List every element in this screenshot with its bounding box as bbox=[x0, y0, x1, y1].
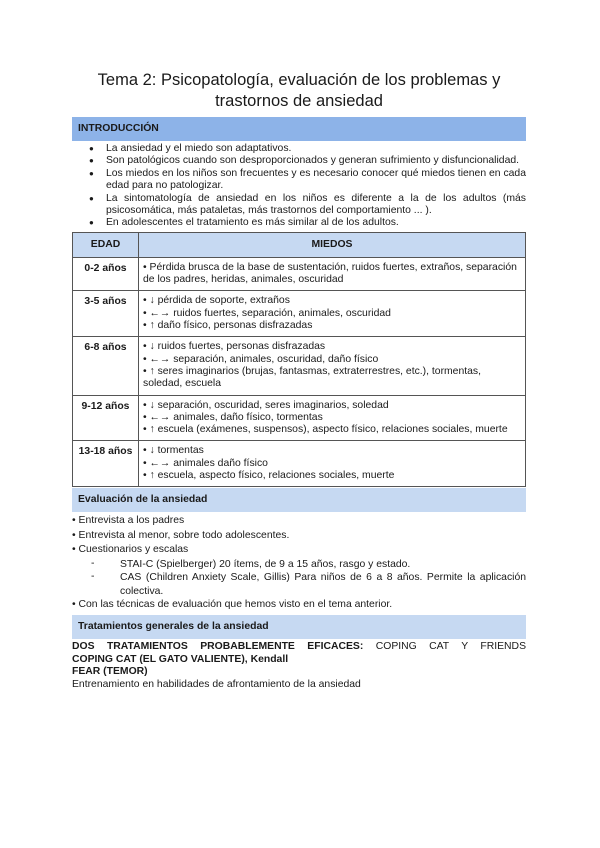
fears-cell bbox=[139, 441, 526, 487]
fears-cell bbox=[139, 291, 526, 337]
table-row bbox=[73, 291, 526, 337]
sub-list-item bbox=[72, 571, 526, 598]
fear-line: • ↑ seres imaginarios (brujas, fantasmas, extraterrestres, etc.), tormentas, soledad, escuela bbox=[143, 365, 481, 390]
treatments-block bbox=[72, 641, 526, 692]
dash-marker: - bbox=[91, 558, 95, 570]
age-cell: 9-12 años bbox=[73, 395, 139, 441]
fear-line: • ←→ ruidos fuertes, separación, animales, oscuridad bbox=[143, 307, 391, 319]
fear-line: • ↑ escuela, aspecto físico, relaciones sociales, muerte bbox=[143, 470, 395, 481]
list-item: ● La sintomatología de ansiedad en los niños es diferente a la de los adultos (más psicosomática, más pataletas, más trastornos del comportamiento ... ). bbox=[72, 193, 526, 218]
fear-line: • ←→ separación, animales, oscuridad, daño físico bbox=[143, 353, 379, 365]
table-row bbox=[73, 337, 526, 395]
treatments-heading: Tratamientos generales de la ansiedad bbox=[72, 615, 526, 639]
evaluation-heading: Evaluación de la ansiedad bbox=[72, 488, 526, 512]
list-item: • Con las técnicas de evaluación que hemos visto en el tema anterior. bbox=[72, 599, 393, 611]
table-row bbox=[73, 441, 526, 487]
list-item: ● La ansiedad y el miedo son adaptativos. bbox=[72, 143, 526, 155]
intro-heading: INTRODUCCIÓN bbox=[72, 117, 526, 141]
fear-line: • ↓ ruidos fuertes, personas disfrazadas bbox=[143, 341, 326, 353]
fear-line: • ↑ daño físico, personas disfrazadas bbox=[143, 320, 313, 332]
table-row bbox=[73, 257, 526, 291]
sub-item-text: CAS (Children Anxiety Scale, Gillis) Para niños de 6 a 8 años. Permite la aplicación colectiva. bbox=[120, 572, 526, 597]
fears-cell bbox=[139, 257, 526, 291]
list-item: • Entrevista a los padres bbox=[72, 515, 185, 527]
treatment-description: Entrenamiento en habilidades de afrontamiento de la ansiedad bbox=[72, 679, 361, 691]
age-cell: 3-5 años bbox=[73, 291, 139, 337]
fear-line: • ←→ animales daño físico bbox=[143, 457, 268, 469]
age-cell: 0-2 años bbox=[73, 257, 139, 291]
coping-cat-line: COPING CAT (EL GATO VALIENTE), Kendall bbox=[72, 653, 289, 665]
page-title: Tema 2: Psicopatología, evaluación de los problemas y trastornos de ansiedad bbox=[97, 71, 501, 110]
fears-cell bbox=[139, 395, 526, 441]
document-page bbox=[72, 70, 526, 692]
list-item: ● En adolescentes el tratamiento es más similar al de los adultos. bbox=[72, 217, 526, 229]
treatments-summary-rest: COPING CAT Y FRIENDS bbox=[363, 640, 526, 652]
list-item: ● Los miedos en los niños son frecuentes y es necesario conocer qué miedos tienen en cada edad para no patologizar. bbox=[72, 168, 526, 193]
intro-bullet-list bbox=[72, 143, 526, 230]
sub-list-item bbox=[72, 558, 526, 571]
list-item: • Cuestionarios y escalas bbox=[72, 544, 189, 556]
fear-line-heading: FEAR (TEMOR) bbox=[72, 666, 148, 678]
fears-by-age-table bbox=[72, 232, 526, 487]
column-header-fears: MIEDOS bbox=[139, 232, 526, 257]
fear-line: • ↓ separación, oscuridad, seres imaginarios, soledad bbox=[143, 399, 389, 411]
column-header-age: EDAD bbox=[73, 232, 139, 257]
treatments-summary-bold: DOS TRATAMIENTOS PROBABLEMENTE EFICACES: bbox=[72, 640, 364, 652]
age-cell: 6-8 años bbox=[73, 337, 139, 395]
dash-marker: - bbox=[91, 571, 95, 583]
fear-line: • ←→ animales, daño físico, tormentas bbox=[143, 411, 323, 423]
treatments-summary-line bbox=[72, 641, 526, 654]
evaluation-list bbox=[72, 514, 526, 613]
list-item: ● Son patológicos cuando son desproporcionados y generan sufrimiento y disfuncionalidad. bbox=[72, 155, 526, 167]
age-cell: 13-18 años bbox=[73, 441, 139, 487]
list-item: • Entrevista al menor, sobre todo adolescentes. bbox=[72, 529, 290, 541]
fears-cell bbox=[139, 337, 526, 395]
fear-line: • Pérdida brusca de la base de sustentación, ruidos fuertes, extraños, separación de los padres, heridas, animales, oscuridad bbox=[143, 261, 517, 286]
table-header-row bbox=[73, 232, 526, 257]
fear-line: • ↓ tormentas bbox=[143, 445, 204, 457]
fear-line: • ↑ escuela (exámenes, suspensos), aspecto físico, relaciones sociales, muerte bbox=[143, 424, 508, 436]
fear-line: • ↓ pérdida de soporte, extraños bbox=[143, 295, 290, 307]
sub-item-text: STAI-C (Spielberger) 20 ítems, de 9 a 15 años, rasgo y estado. bbox=[120, 559, 411, 571]
table-row bbox=[73, 395, 526, 441]
